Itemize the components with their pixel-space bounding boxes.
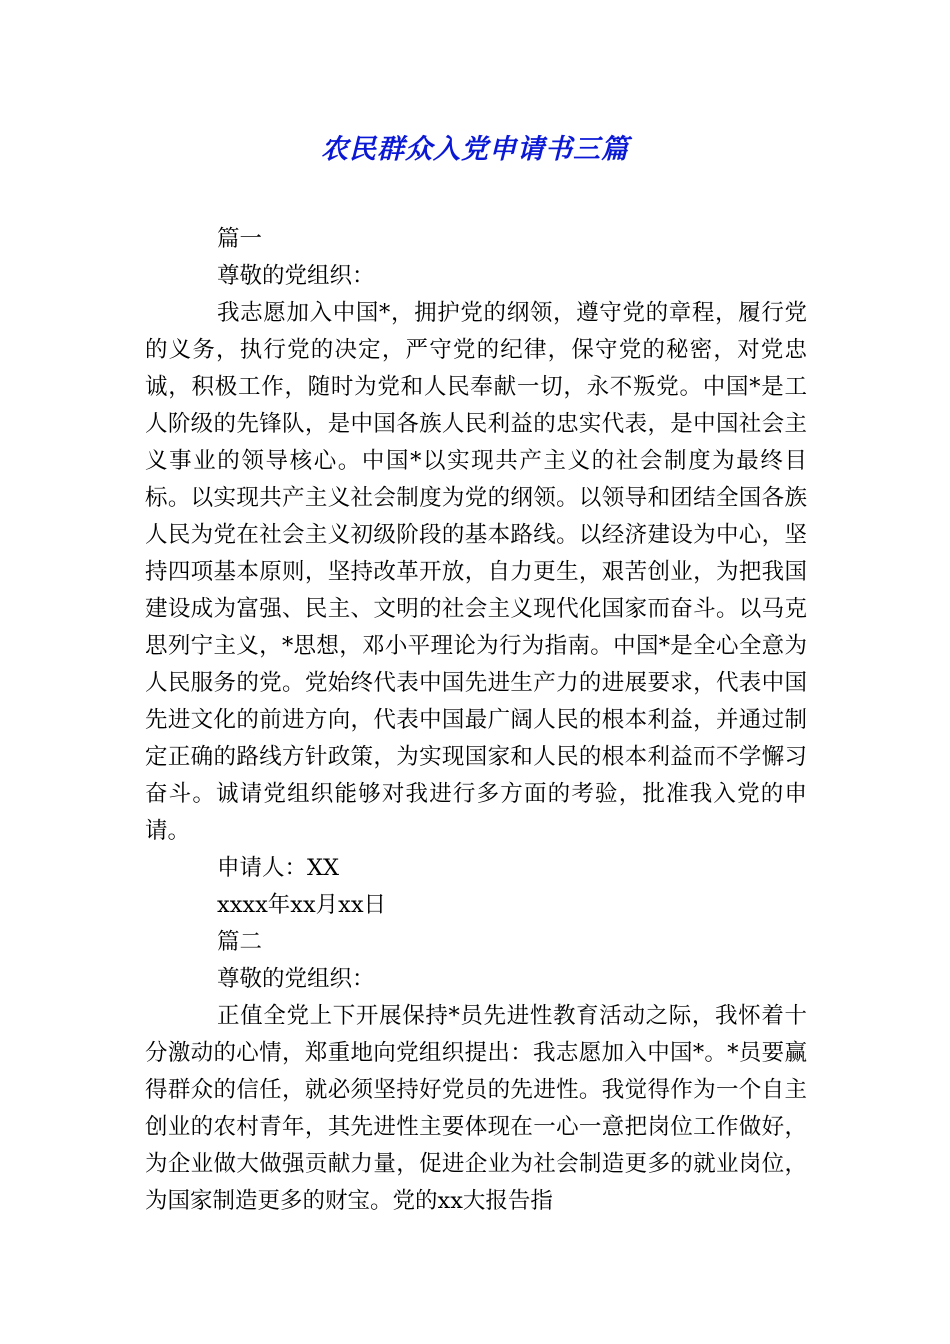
body-paragraph-1: 我志愿加入中国*，拥护党的纲领，遵守党的章程，履行党的义务，执行党的决定，严守党的纪律，保守党的秘密，对党忠诚，积极工作，随时为党和人民奉献一切，永不叛党。中国*是工人阶级的先锋队，是中国各族人民利益的忠实代表，是中国社会主义事业的领导核心。中国*以实现共产主义的社会制度为最终目标。以实现共产主义社会制度为党的纲领。以领导和团结全国各族人民为党在社会主义初级阶段的基本路线。以经济建设为中心，坚持四项基本原则，坚持改革开放，自力更生，艰苦创业，为把我国建设成为富强、民主、文明的社会主义现代化国家而奋斗。以马克思列宁主义，*思想，邓小平理论为行为指南。中国*是全心全意为人民服务的党。党始终代表中国先进生产力的进展要求，代表中国先进文化的前进方向，代表中国最广阔人民的根本利益，并通过制定正确的路线方针政策，为实现国家和人民的根本利益而不学懈习奋斗。诚请党组织能够对我进行多方面的考验，批准我入党的申请。 — [145, 300, 807, 844]
application-date: xxxx年xx月xx日 — [217, 892, 387, 918]
document-body — [145, 221, 807, 1220]
body-paragraph-2: 正值全党上下开展保持*员先进性教育活动之际，我怀着十分激动的心情，郑重地向党组织提出：我志愿加入中国*。*员要赢得群众的信任，就必须坚持好党员的先进性。我觉得作为一个自主创业的农村青年，其先进性主要体现在一心一意把岗位工作做好，为企业做大做强贡献力量，促进企业为社会制造更多的就业岗位，为国家制造更多的财宝。党的xx大报告指 — [145, 1003, 807, 1214]
section-heading-2: 篇二 — [217, 929, 263, 955]
applicant-signature: 申请人：XX — [217, 855, 340, 881]
section-heading-1: 篇一 — [217, 226, 263, 252]
document-title: 农民群众入党申请书三篇 — [321, 134, 629, 165]
salutation-2: 尊敬的党组织： — [217, 966, 375, 992]
salutation-1: 尊敬的党组织： — [217, 263, 375, 289]
